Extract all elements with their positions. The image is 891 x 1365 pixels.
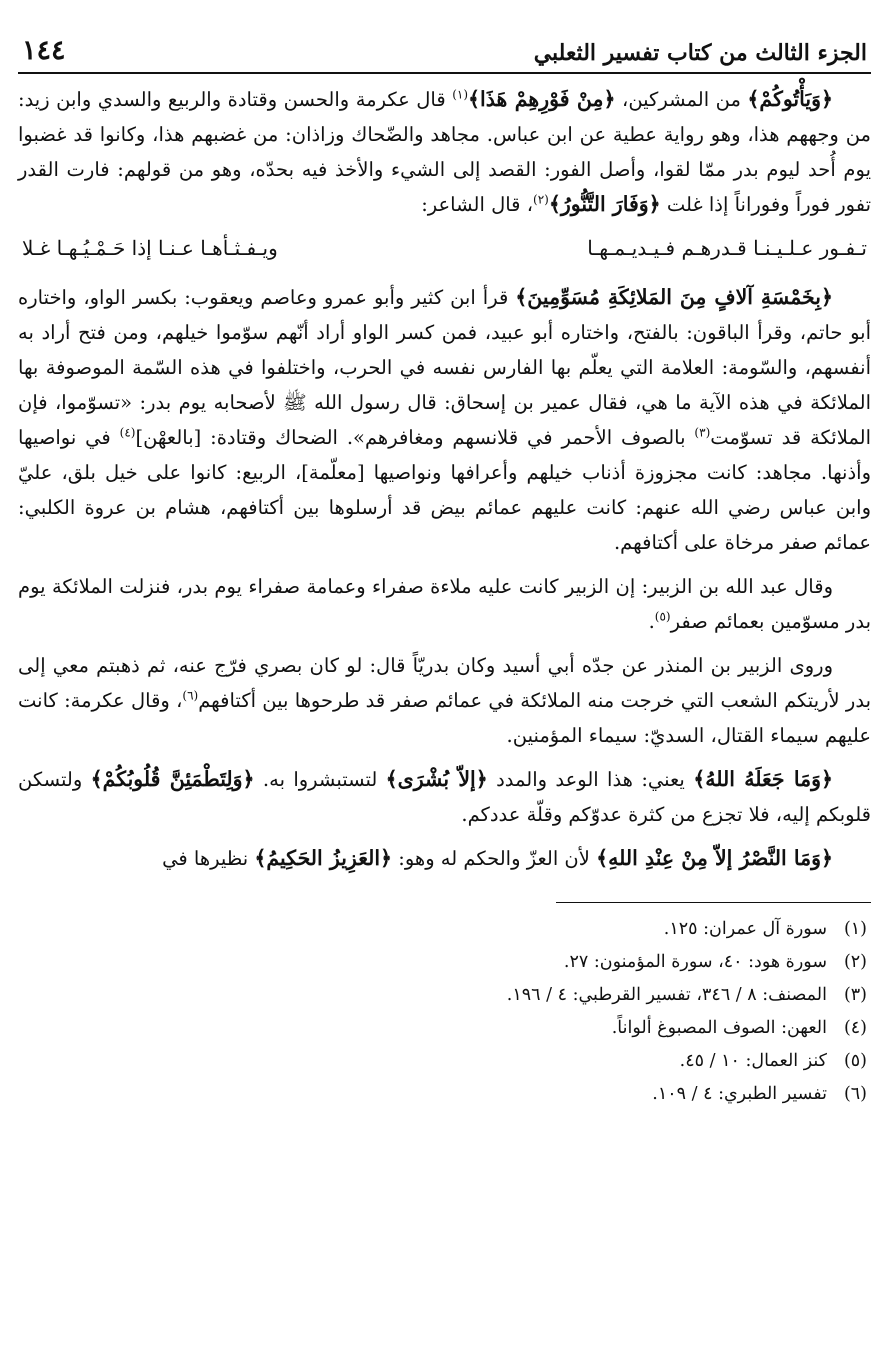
text-run: ، وقال عكرمة: كانت عليهم سيماء القتال، السديّ: سيماء المؤمنين. [18, 689, 871, 747]
footnote-text: سورة هود: ٤٠، سورة المؤمنون: ٢٧. [563, 952, 827, 972]
text-run: لأن العزّ والحكم له وهو: [392, 847, 597, 870]
footnote [18, 1078, 871, 1111]
text-run: في نواصيها وأذنها. مجاهد: كانت مجزوزة أذناب خيلهم وأعرافها ونواصيها [معلّمة]، الربيع: كانوا على خيل بلق، عليّ وابن عباس رضي الله عنهم: كانت عليهم عمائم بيض قد أرسلوها بين أكتافهم، هشام بن عروة الكلبي: عمائم صفر مرخاة على أكتافهم. [18, 426, 871, 554]
text-run: وروى الزبير بن المنذر عن جدّه أبي أسيد وكان بدريّاً قال: لو كان بصري فرّج عنه، ثم ذهبتم معي إلى بدر لأريتكم الشعب التي خرجت منه الملائكة في عمائم صفر قد طرحوها بين أكتافهم [18, 654, 872, 712]
text-run: من المشركين، [615, 88, 748, 111]
footnote-number: (١) [843, 919, 867, 939]
footnote [18, 1012, 871, 1045]
footnote-marker: (١) [452, 87, 469, 102]
text-run: قرأ ابن كثير وأبو عمرو وعاصم ويعقوب: بكسر الواو، واختاره أبو حاتم، وقرأ الباقون: بالفتح، واختاره أبو عبيد، فمن كسر الواو أراد أنّهم سوّموا خيلهم، ومن فتح أراد به أنفسهم، والسّومة: العلامة التي يعلّم بها الفارس نفسه في الحرب، واختلفوا في هذه السّمة الموصوفة بها الملائكة في هذه الآية ما هي، فقال عمير بن إسحاق: قال رسول الله ﷺ لأصحابه يوم بدر: «تسوّموا، فإن الملائكة قد تسوّمت [18, 286, 871, 449]
quran-quote: ﴿وَمَا جَعَلَهُ اللهُ﴾ [693, 767, 833, 791]
footnote-text: العهن: الصوف المصبوغ ألواناً. [611, 1018, 827, 1038]
paragraph [18, 82, 871, 222]
footnote-text: تفسير الطبري: ٤ / ١٠٩. [652, 1084, 827, 1104]
quran-quote: ﴿وَيَأْتُوكُمْ﴾ [747, 87, 833, 111]
text-run: نظيرها في [162, 847, 255, 870]
text-run: . [648, 610, 655, 633]
footnote [18, 1045, 871, 1078]
paragraph [18, 762, 871, 832]
footnote [18, 979, 871, 1012]
footnote-number: (٤) [843, 1018, 867, 1038]
footnote-number: (٢) [843, 952, 867, 972]
main-text [18, 82, 871, 876]
paragraph [18, 841, 871, 876]
text-run: لتستبشروا به. [254, 768, 386, 791]
footnote [18, 946, 871, 979]
footnotes-list [18, 913, 871, 1111]
verse-first-hemistich: تـفـور عـلـيـنـا قـدرهـم فـيـديـمـهـا [587, 236, 867, 260]
page-number: ١٤٤ [22, 35, 66, 66]
paragraph [18, 280, 871, 560]
text-run: ، قال الشاعر: [421, 193, 534, 216]
verse-second-hemistich: ويـفـثـأهـا عـنـا إذا حَـمْـيُـهـا غـلا [22, 236, 278, 260]
footnote-number: (٥) [843, 1051, 867, 1071]
quran-quote: ﴿مِنْ فَوْرِهِمْ هَذَا﴾ [468, 87, 616, 111]
footnote-marker: (٢) [533, 192, 549, 207]
paragraph [18, 569, 871, 639]
text-run: قال عكرمة والحسن وقتادة والربيع والسدي وابن زيد: من وجههم هذا، وهو رواية عطية عن ابن عباس. مجاهد والضّحاك وزاذان: من غضبهم هذا، وكانوا قد غضبوا يوم أُحد ليوم بدر ممّا لقوا، وأصل الفور: القصد إلى الشيء والأخذ فيه بحدّه، وهو من قولهم: فارت القدر تفور فوراً وفوراناً إذا غلت [18, 88, 871, 216]
footnote-text: سورة آل عمران: ١٢٥. [663, 919, 827, 939]
footnote-marker: (٣) [694, 425, 711, 440]
footnote-text: كنز العمال: ١٠ / ٤٥. [679, 1051, 827, 1071]
footnote-marker: (٤) [119, 425, 136, 440]
text-run: بالصوف الأحمر في قلانسهم ومغافرهم». الضحاك وقتادة: [بالعهْن] [135, 426, 695, 449]
footnote-marker: (٦) [182, 688, 199, 703]
quran-quote: ﴿العَزِيزُ الحَكِيمُ﴾ [254, 846, 393, 870]
poetry-verse [18, 231, 871, 266]
footnote [18, 913, 871, 946]
running-title: الجزء الثالث من كتاب تفسير الثعلبي [533, 40, 867, 66]
book-page [18, 30, 871, 1365]
footnote-number: (٣) [843, 985, 867, 1005]
quran-quote: ﴿وَفَارَ التَّنُّورُ﴾ [548, 192, 661, 216]
page-header [18, 30, 871, 74]
quran-quote: ﴿وَمَا النَّصْرُ إلاّ مِنْ عِنْدِ اللهِ﴾ [596, 846, 833, 870]
footnote-divider [556, 902, 871, 903]
quran-quote: ﴿بِخَمْسَةِ آلافٍ مِنَ المَلائِكَةِ مُسَوِّمِينَ﴾ [515, 285, 834, 309]
footnote-number: (٦) [843, 1084, 867, 1104]
paragraphs-before-verse [18, 82, 871, 222]
text-run: وقال عبد الله بن الزبير: إن الزبير كانت عليه ملاءة صفراء وعمامة صفراء يوم بدر، فنزلت الملائكة يوم بدر مسوّمين بعمائم صفر [18, 575, 871, 633]
quran-quote: ﴿وَلِتَطْمَئِنَّ قُلُوبُكُمْ﴾ [90, 767, 255, 791]
paragraph [18, 648, 871, 753]
text-run: ولتسكن قلوبكم إليه، فلا تجزع من كثرة عدوّكم وقلّة عددكم. [18, 768, 871, 826]
footnote-text: المصنف: ٨ / ٣٤٦، تفسير القرطبي: ٤ / ١٩٦. [506, 985, 827, 1005]
text-run: يعني: هذا الوعد والمدد [487, 768, 694, 791]
quran-quote: ﴿إلاّ بُشْرَى﴾ [385, 767, 488, 791]
paragraphs-after-verse [18, 280, 871, 876]
footnote-marker: (٥) [654, 609, 671, 624]
